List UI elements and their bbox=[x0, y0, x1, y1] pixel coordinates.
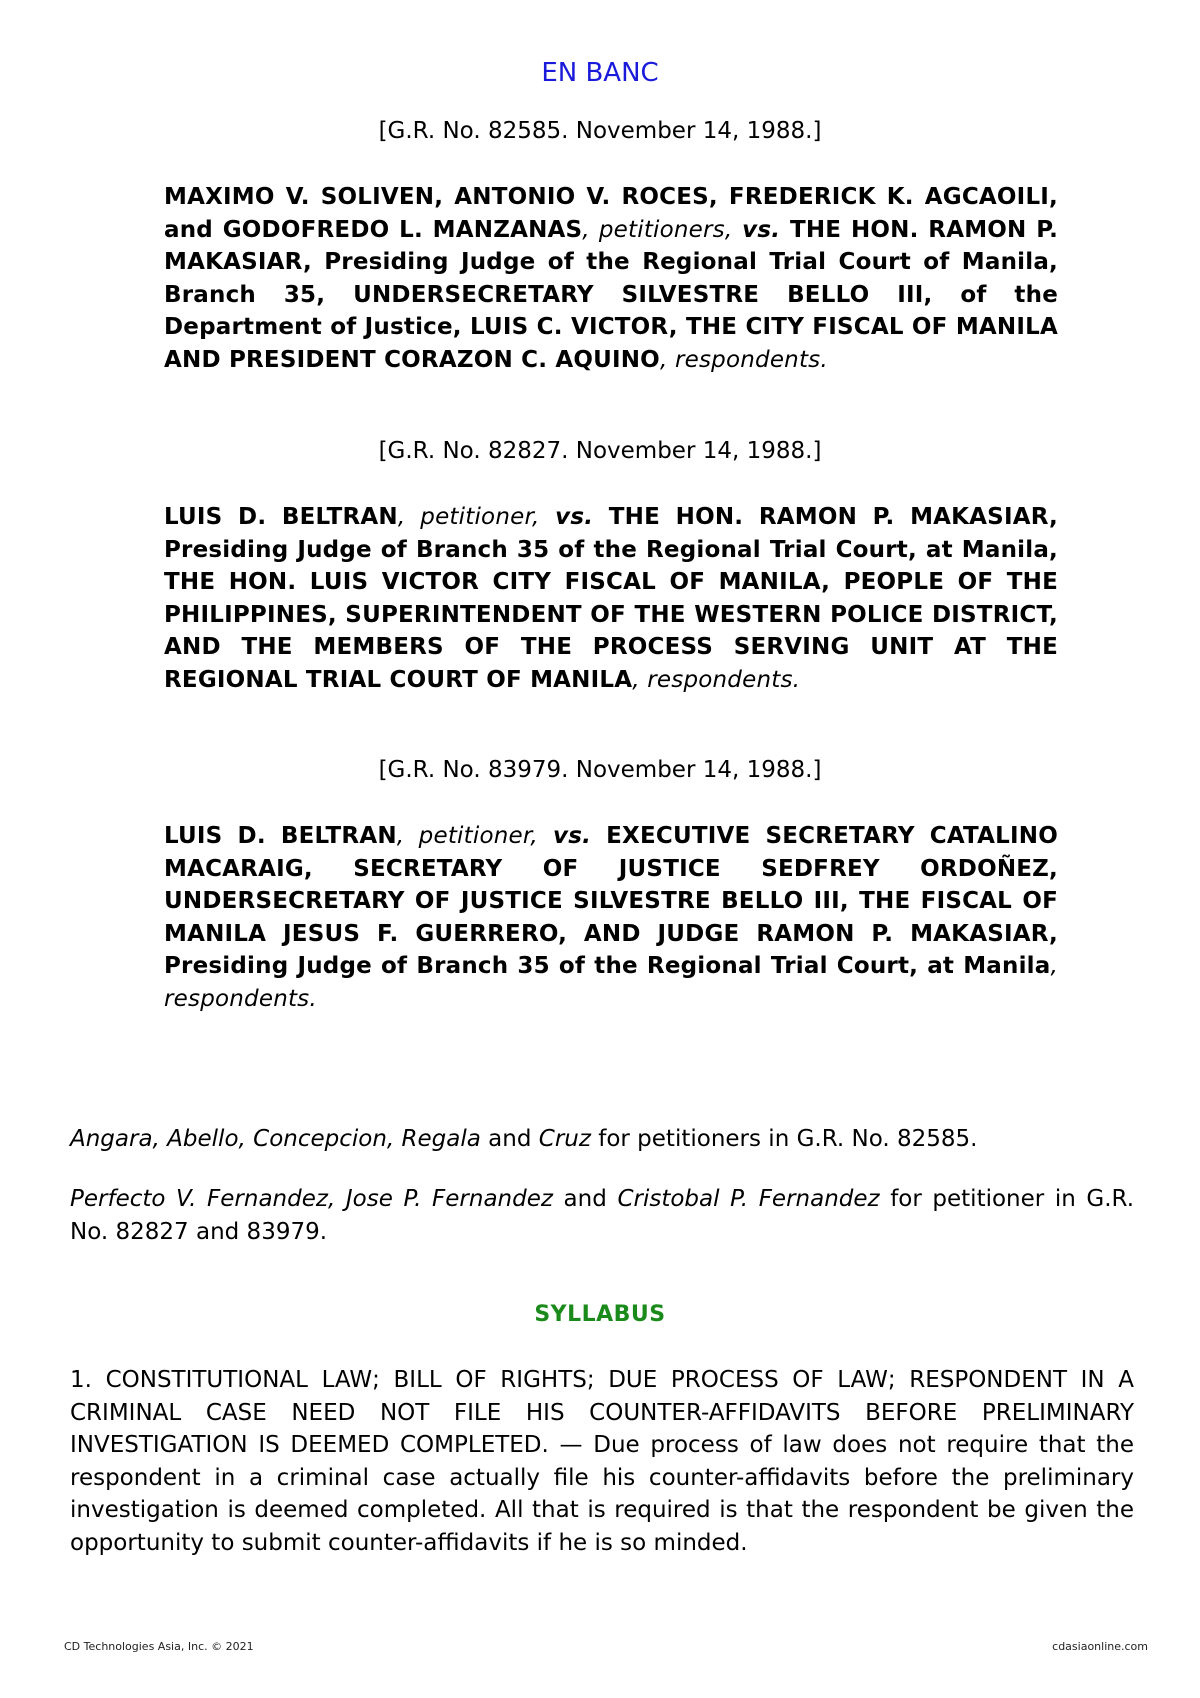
counsel-and: and bbox=[480, 1126, 539, 1152]
footer-website: cdasiaonline.com bbox=[1052, 1640, 1148, 1653]
counsel-last-name: Cruz bbox=[538, 1126, 591, 1152]
respondents: THE HON. RAMON P. MAKASIAR, Presiding Judge of the Regional Trial Court of Manila, Branch 35, UNDERSECRETARY SILVESTRE BELLO III, of the Department of Justice, LUIS C. VICTOR, THE CITY FISCAL OF MANILA AND PRESIDENT CORAZON C. AQUINO bbox=[164, 216, 1059, 373]
counsel-names: Angara, Abello, Concepcion, Regala bbox=[70, 1126, 481, 1152]
respondents: THE HON. RAMON P. MAKASIAR, Presiding Judge of Branch 35 of the Regional Trial Court, at Manila, THE HON. LUIS VICTOR CITY FISCAL OF MANILA, PEOPLE OF THE PHILIPPINES, SUPERINTENDENT OF THE WESTERN POLICE DISTRICT, AND THE MEMBERS OF THE PROCESS SERVING UNIT AT THE REGIONAL TRIAL COURT OF MANILA bbox=[164, 504, 1058, 693]
counsel-line-2 bbox=[70, 1183, 1134, 1248]
versus: vs. bbox=[553, 823, 592, 849]
case-parties-2 bbox=[164, 501, 1058, 697]
counsel-names: Perfecto V. Fernandez, Jose P. Fernandez bbox=[70, 1186, 553, 1212]
case-parties-3 bbox=[164, 820, 1058, 1016]
syllabus-heading: SYLLABUS bbox=[534, 1302, 666, 1327]
petitioner-role: , petitioner, bbox=[396, 823, 538, 849]
respondent-role: , respondents. bbox=[632, 666, 801, 693]
respondent-role: , respondents. bbox=[659, 346, 828, 373]
case-parties-1 bbox=[164, 181, 1058, 377]
versus: vs. bbox=[742, 216, 781, 243]
respondents: EXECUTIVE SECRETARY CATALINO MACARAIG, SECRETARY OF JUSTICE SEDFREY ORDOÑEZ, UNDERSECRETARY OF JUSTICE SILVESTRE BELLO III, THE FISCAL OF MANILA JESUS F. GUERRERO, AND JUDGE RAMON P. MAKASIAR, Presiding Judge of Branch 35 of the Regional Trial Court, at Manila bbox=[164, 823, 1058, 980]
case-number-1: [G.R. No. 82585. November 14, 1988.] bbox=[378, 118, 822, 144]
petitioners: MAXIMO V. SOLIVEN, ANTONIO V. ROCES, FREDERICK K. AGCAOILI, and GODOFREDO L. MANZANAS bbox=[164, 184, 1058, 243]
counsel-rest: for petitioners in G.R. No. 82585. bbox=[590, 1126, 978, 1152]
case-number-3: [G.R. No. 83979. November 14, 1988.] bbox=[378, 757, 822, 783]
respondent-role: , respondents. bbox=[164, 953, 1058, 1012]
counsel-line-1 bbox=[70, 1123, 1134, 1156]
petitioners: LUIS D. BELTRAN bbox=[164, 504, 398, 530]
syllabus-item-1: 1. CONSTITUTIONAL LAW; BILL OF RIGHTS; DUE PROCESS OF LAW; RESPONDENT IN A CRIMINAL CASE NEED NOT FILE HIS COUNTER-AFFIDAVITS BEFORE PRELIMINARY INVESTIGATION IS DEEMED COMPLETED. — Due process of law does not require that the respondent in a criminal case actually file his counter-affidavits before the preliminary investigation is deemed completed. All that is required is that the respondent be given the opportunity to submit counter-affidavits if he is so minded. bbox=[70, 1367, 1134, 1556]
petitioners: LUIS D. BELTRAN bbox=[164, 823, 397, 849]
counsel-and: and bbox=[552, 1186, 618, 1212]
counsel-rest: for petitioner in G.R. No. 82827 and 83979. bbox=[70, 1186, 1134, 1245]
case-number-2: [G.R. No. 82827. November 14, 1988.] bbox=[378, 438, 822, 464]
versus: vs. bbox=[555, 504, 594, 530]
counsel-last-name: Cristobal P. Fernandez bbox=[617, 1186, 880, 1212]
petitioner-role: , petitioners, bbox=[582, 216, 733, 243]
court-division: EN BANC bbox=[541, 58, 659, 88]
footer-copyright: CD Technologies Asia, Inc. © 2021 bbox=[64, 1640, 254, 1653]
petitioner-role: , petitioner, bbox=[397, 504, 540, 530]
